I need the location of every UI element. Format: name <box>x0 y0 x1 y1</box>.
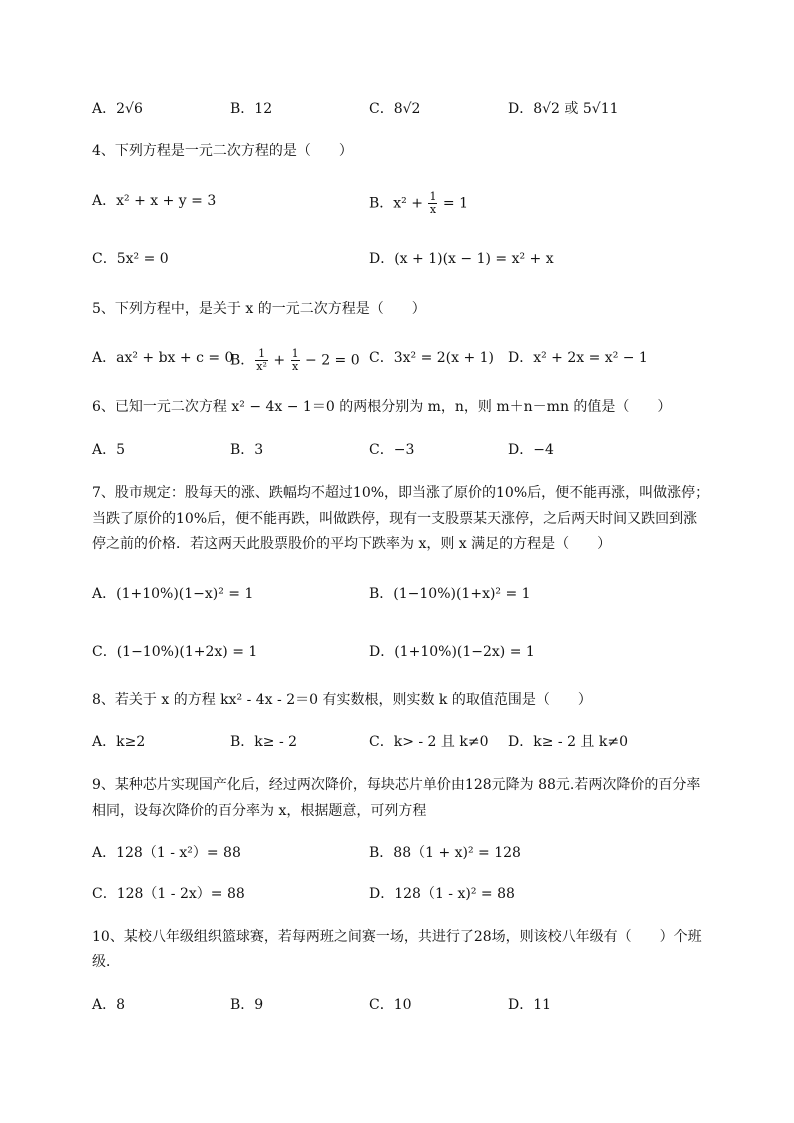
q5-option-b-plus: + <box>268 352 290 369</box>
q5-option-b-fraction-1 <box>255 348 268 373</box>
q5-stem: 5、下列方程中，是关于 x 的一元二次方程是（ ） <box>92 301 426 317</box>
q4-option-d: D．(x + 1)(x − 1) = x² + x <box>369 251 554 267</box>
q3-option-c: C．8√2 <box>369 101 421 117</box>
q4-option-b-denominator: x <box>429 203 437 216</box>
q9-option-a: A．128（1 - x²）= 88 <box>92 845 241 861</box>
q5-option-b-prefix: B． <box>230 352 255 369</box>
q10-stem-line-1: 10、某校八年级组织篮球赛，若每两班之间赛一场，共进行了28场，则该校八年级有（ ）个班 <box>92 929 702 945</box>
q10-option-a: A．8 <box>92 997 126 1013</box>
q7-option-b: B．(1−10%)(1+x)² = 1 <box>369 586 531 602</box>
q7-stem-line-2: 当跌了原价的10%后，便不能再跌，叫做跌停，现有一支股票某天涨停，之后两天时间又跌回到涨 <box>92 511 698 527</box>
q7-stem-line-3: 停之前的价格．若这两天此股票股价的平均下跌率为 x，则 x 满足的方程是（ ） <box>92 536 612 552</box>
q6-option-b: B．3 <box>230 442 264 458</box>
q6-option-d: D．−4 <box>508 442 554 458</box>
q6-option-c: C．−3 <box>369 442 415 458</box>
q6-option-a: A．5 <box>92 442 126 458</box>
q5-option-b <box>230 348 360 373</box>
q9-stem-line-2: 相同，设每次降价的百分率为 x，根据题意，可列方程 <box>92 803 427 819</box>
q3-option-b: B．12 <box>230 101 273 117</box>
q4-stem: 4、下列方程是一元二次方程的是（ ） <box>92 143 353 159</box>
q3-option-a: A．2√6 <box>92 101 143 117</box>
q8-stem: 8、若关于 x 的方程 kx² - 4x - 2＝0 有实数根，则实数 k 的取值范围是（ ） <box>92 692 592 708</box>
q5-option-b-numerator-1: 1 <box>255 348 268 361</box>
q5-option-a: A．ax² + bx + c = 0 <box>92 350 234 366</box>
q4-option-b-fraction <box>428 191 437 216</box>
q7-option-d: D．(1+10%)(1−2x) = 1 <box>369 644 535 660</box>
q7-option-a: A．(1+10%)(1−x)² = 1 <box>92 586 254 602</box>
q8-option-d: D．k≥ - 2 且 k≠0 <box>508 734 628 750</box>
q5-option-b-suffix: − 2 = 0 <box>300 352 360 369</box>
q5-option-c: C．3x² = 2(x + 1) <box>369 350 495 366</box>
q3-option-d: D．8√2 或 5√11 <box>508 101 619 117</box>
q9-option-c: C．128（1 - 2x）= 88 <box>92 886 245 902</box>
q9-stem-line-1: 9、某种芯片实现国产化后，经过两次降价，每块芯片单价由128元降为 88元.若两次降价的百分率 <box>92 777 701 793</box>
q4-option-b-numerator: 1 <box>429 190 437 203</box>
q8-option-c: C．k> - 2 且 k≠0 <box>369 734 489 750</box>
q9-option-b: B．88（1 + x)² = 128 <box>369 845 521 861</box>
q5-option-b-fraction-2 <box>291 348 300 373</box>
q10-option-d: D．11 <box>508 997 552 1013</box>
q10-option-c: C．10 <box>369 997 412 1013</box>
q10-stem-line-2: 级． <box>92 954 120 970</box>
q4-option-a: A．x² + x + y = 3 <box>92 193 217 209</box>
q9-option-d: D．128（1 - x)² = 88 <box>369 886 515 902</box>
q7-option-c: C．(1−10%)(1+2x) = 1 <box>92 644 258 660</box>
q7-stem-line-1: 7、股市规定：股每天的涨、跌幅均不超过10%，即当涨了原价的10%后，便不能再涨，叫做涨停； <box>92 485 710 501</box>
q4-option-c: C．5x² = 0 <box>92 251 169 267</box>
q4-option-b-suffix: = 1 <box>438 195 468 212</box>
q8-option-b: B．k≥ - 2 <box>230 734 298 750</box>
q4-option-b-prefix: B．x² + <box>369 195 428 212</box>
q5-option-b-numerator-2: 1 <box>291 347 299 360</box>
q5-option-b-denominator-1: x² <box>256 360 267 373</box>
q6-stem: 6、已知一元二次方程 x² − 4x − 1＝0 的两根分别为 m，n，则 m＋n－mn 的值是（ ） <box>92 399 672 415</box>
q8-option-a: A．k≥2 <box>92 734 146 750</box>
q4-option-b <box>369 191 468 216</box>
q5-option-b-denominator-2: x <box>291 360 299 373</box>
q10-option-b: B．9 <box>230 997 264 1013</box>
q5-option-d: D．x² + 2x = x² − 1 <box>508 350 648 366</box>
